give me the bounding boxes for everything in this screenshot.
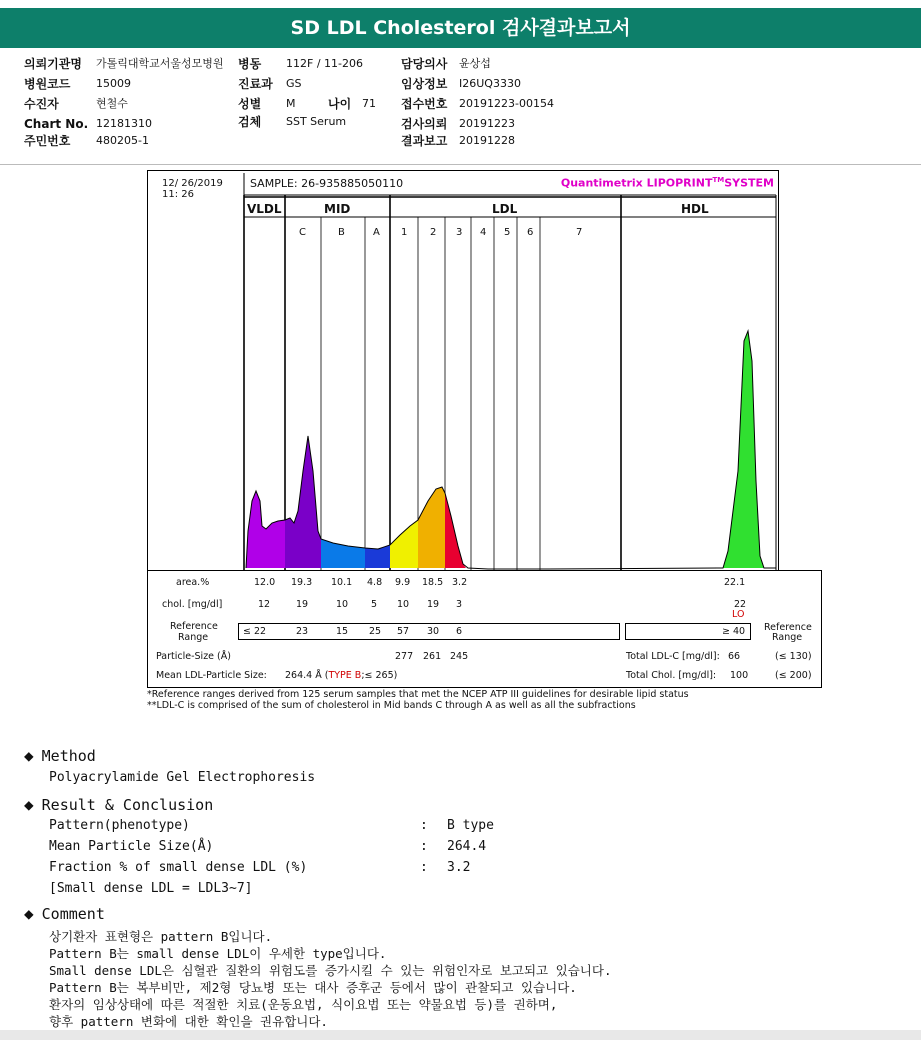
chol-value: 12: [258, 599, 271, 610]
ref-value: 30: [427, 626, 440, 637]
band-label: 6: [527, 227, 534, 238]
info-value: 20191223-00154: [459, 97, 554, 110]
info-label: 접수번호: [401, 97, 448, 111]
mean-value: 264.4 Å (TYPE B;≤ 265): [285, 670, 398, 681]
band-label: 4: [480, 227, 487, 238]
section-ldl: LDL: [492, 202, 518, 216]
chol-value: 3: [456, 599, 463, 610]
footnote: *Reference ranges derived from 125 serum samples that met the NCEP ATP III guidelines for desirable lipid status: [147, 689, 689, 700]
comment-line: 상기환자 표현형은 pattern B입니다.: [49, 929, 273, 944]
result-sep: :: [420, 818, 428, 833]
info-value: 20191228: [459, 134, 515, 147]
particle-value: 245: [450, 651, 469, 662]
chol-value: 10: [336, 599, 349, 610]
info-label: 담당의사: [401, 57, 448, 71]
area-hdl: 22.1: [724, 577, 746, 588]
total-chol-ref: (≤ 200): [775, 670, 812, 681]
area-value: 4.8: [367, 577, 383, 588]
footnote: **LDL-C is comprised of the sum of cholesterol in Mid bands C through A as well as all the subfractions: [147, 700, 636, 711]
info-value: I26UQ3330: [459, 77, 521, 90]
result-heading: ◆ Result & Conclusion: [24, 795, 214, 814]
low-flag: LO: [732, 609, 745, 620]
electrophoresis-chart: [148, 171, 778, 571]
report-time: 11: 26: [162, 189, 194, 200]
info-label: 나이: [328, 97, 352, 111]
chol-label: chol. [mg/dl]: [162, 599, 223, 610]
band-label: B: [338, 227, 345, 238]
result-value: B type: [447, 818, 494, 833]
area-value: 18.5: [422, 577, 444, 588]
info-value: 71: [362, 97, 376, 110]
ref-value: 57: [397, 626, 410, 637]
info-label: 성별: [238, 97, 262, 111]
comment-line: Pattern B는 small dense LDL이 우세한 type입니다.: [49, 946, 387, 961]
particle-value: 277: [395, 651, 414, 662]
total-ldl-ref: (≤ 130): [775, 651, 812, 662]
info-value: GS: [286, 77, 302, 90]
result-sep: :: [420, 860, 428, 875]
band-label: 2: [430, 227, 437, 238]
area-value: 9.9: [395, 577, 411, 588]
band-label: 7: [576, 227, 583, 238]
ref-value: 25: [369, 626, 382, 637]
chol-value: 19: [427, 599, 440, 610]
area-value: 19.3: [291, 577, 313, 588]
area-value: 10.1: [331, 577, 353, 588]
info-value: 현철수: [96, 97, 128, 110]
section-mid: MID: [324, 202, 351, 216]
band-label: C: [299, 227, 306, 238]
diamond-icon: ◆: [24, 795, 34, 814]
results-table: [147, 570, 822, 688]
particle-label: Particle-Size (Å): [156, 651, 231, 662]
method-heading: ◆ Method: [24, 746, 96, 765]
band-label: A: [373, 227, 380, 238]
info-value: 15009: [96, 77, 131, 90]
total-ldl-label: Total LDL-C [mg/dl]:: [626, 651, 720, 662]
info-value: 20191223: [459, 117, 515, 130]
info-value: SST Serum: [286, 115, 347, 128]
info-label: 주민번호: [24, 134, 71, 148]
comment-line: 환자의 임상상태에 따른 적절한 치료(운동요법, 식이요법 또는 약물요법 등)를 권하며,: [49, 997, 558, 1012]
ref-value: 15: [336, 626, 349, 637]
result-label: Pattern(phenotype): [49, 818, 190, 833]
info-value: 480205-1: [96, 134, 149, 147]
ref-value: 6: [456, 626, 463, 637]
result-note: [Small dense LDL = LDL3~7]: [49, 881, 253, 896]
hdl-ref-value: ≥ 40: [722, 626, 746, 637]
result-label: Mean Particle Size(Å): [49, 839, 214, 854]
comment-line: 향후 pattern 변화에 대한 확인을 권유합니다.: [49, 1014, 328, 1029]
chol-value: 10: [397, 599, 410, 610]
total-chol-label: Total Chol. [mg/dl]:: [626, 670, 717, 681]
area-value: 3.2: [452, 577, 468, 588]
report-date: 12/ 26/2019: [162, 178, 223, 189]
total-ldl-value: 66: [728, 651, 741, 662]
ref-label: Range: [178, 632, 209, 643]
patient-info: [0, 52, 921, 164]
area-label: area.%: [176, 577, 210, 588]
info-label: 임상정보: [401, 77, 448, 91]
pattern-type: TYPE B: [328, 670, 362, 681]
info-label: 검사의뢰: [401, 117, 448, 131]
diamond-icon: ◆: [24, 904, 34, 923]
comment-line: Small dense LDL은 심혈관 질환의 위험도를 증가시킬 수 있는 위험인자로 보고되고 있습니다.: [49, 963, 612, 978]
info-divider: [0, 164, 921, 165]
report-title: SD LDL Cholesterol 검사결과보고서: [0, 8, 921, 48]
diamond-icon: ◆: [24, 746, 34, 765]
info-label: 진료과: [238, 77, 273, 91]
comment-line: Pattern B는 복부비만, 제2형 당뇨병 또는 대사 증후군 등에서 많이 관찰되고 있습니다.: [49, 980, 577, 995]
info-label: 병원코드: [24, 77, 71, 91]
info-value: 112F / 11-206: [286, 57, 363, 70]
info-label: 의뢰기관명: [24, 57, 82, 71]
info-value: 윤상섭: [459, 57, 491, 70]
info-label: 결과보고: [401, 134, 448, 148]
comment-heading: ◆ Comment: [24, 904, 105, 923]
total-chol-value: 100: [730, 670, 749, 681]
method-text: Polyacrylamide Gel Electrophoresis: [49, 770, 316, 785]
mean-label: Mean LDL-Particle Size:: [156, 670, 267, 681]
ref-label-right: Range: [772, 632, 803, 643]
result-value: 3.2: [447, 860, 471, 875]
info-value: M: [286, 97, 296, 110]
sample-id: SAMPLE: 26-935885050110: [250, 177, 404, 190]
chol-hdl: 22: [734, 599, 747, 610]
band-label: 3: [456, 227, 463, 238]
result-value: 264.4: [447, 839, 487, 854]
area-value: 12.0: [254, 577, 276, 588]
info-label: 검체: [238, 115, 262, 129]
section-vldl: VLDL: [247, 202, 282, 216]
chol-value: 5: [371, 599, 378, 610]
ref-label: Reference: [170, 621, 218, 632]
result-sep: :: [420, 839, 428, 854]
band-label: 5: [504, 227, 511, 238]
ref-value: 23: [296, 626, 309, 637]
brand-logo: Quantimetrix LIPOPRINT™SYSTEM: [560, 176, 774, 190]
info-value: 12181310: [96, 117, 152, 130]
bottom-strip: [0, 1030, 921, 1040]
ref-value: ≤ 22: [243, 626, 267, 637]
particle-value: 261: [423, 651, 442, 662]
band-label: 1: [401, 227, 408, 238]
result-label: Fraction % of small dense LDL (%): [49, 860, 308, 875]
section-hdl: HDL: [681, 202, 709, 216]
info-value: 가톨릭대학교서울성모병원: [96, 57, 224, 70]
chol-value: 19: [296, 599, 309, 610]
info-label: 수진자: [24, 97, 59, 111]
info-label: 병동: [238, 57, 262, 71]
info-label: Chart No.: [24, 117, 89, 131]
ref-label-right: Reference: [764, 622, 812, 633]
